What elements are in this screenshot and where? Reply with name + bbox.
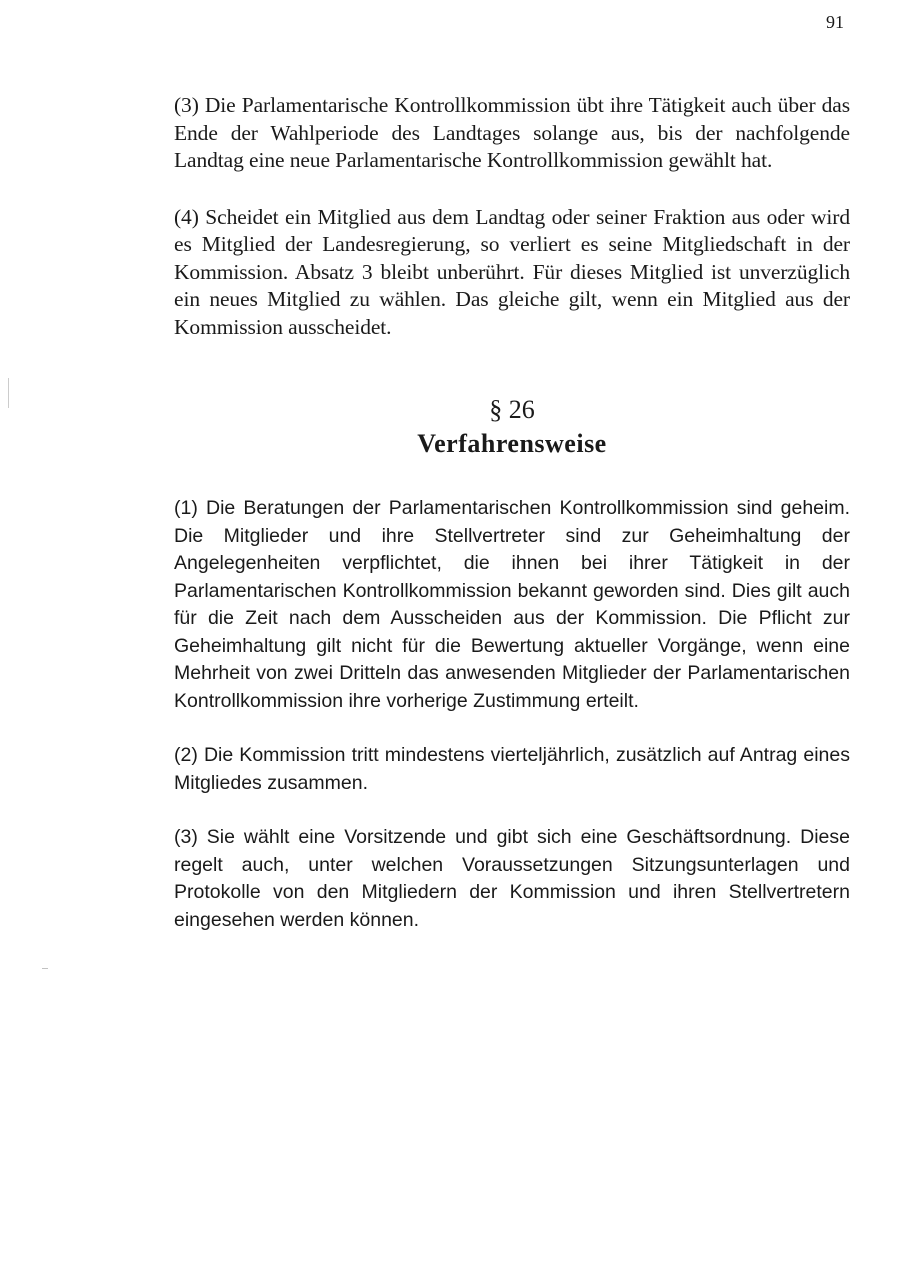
section-paragraph-1-secrecy: (1) Die Beratungen der Parlamentarischen Kontrollkommission sind geheim. Die Mitglieder und ihre Stellvertreter sind zur Geheimhaltung der Angelegenheiten verpflichtet, die ihnen bei ihrer Tätigkeit in der Parlamentarischen Kontrollkommission bekannt geworden sind. Dies gilt auch für die Zeit nach dem Ausscheiden aus der Kommission. Die Pflicht zur Geheimhaltung gilt nicht für die Bewertung aktueller Vorgänge, wenn eine Mehrheit von zwei Dritteln das anwesenden Mitglieder der Parlamentarischen Kontrollkommission ihre vorherige Zustimmung erteilt. [174, 497, 850, 712]
scan-artifact [8, 378, 9, 408]
page-number: 91 [826, 12, 844, 32]
paragraph-4-membership-loss: (4) Scheidet ein Mitglied aus dem Landtag oder seiner Fraktion aus oder wird es Mitglied der Landesregierung, so verliert es seine Mitgliedschaft in der Kommission. Absatz 3 bleibt unberührt. Für dieses Mitglied ist unverzüglich ein neues Mitglied zu wählen. Das gleiche gilt, wenn ein Mitglied aus der Kommission ausscheidet. [174, 204, 850, 339]
scan-artifact [42, 968, 48, 969]
section-paragraph-3-chair-rules: (3) Sie wählt eine Vorsitzende und gibt sich eine Geschäftsordnung. Diese regelt auch, unter welchen Voraussetzungen Sitzungsunterlagen und Protokolle von den Mitgliedern der Kommission und ihren Stellvertretern eingesehen werden können. [174, 826, 850, 931]
section-heading [174, 393, 850, 461]
section-title: Verfahrensweise [417, 429, 607, 458]
document-body [174, 92, 850, 934]
paragraph-3-continuous-activity: (3) Die Parlamentarische Kontrollkommission übt ihre Tätigkeit auch über das Ende der Wahlperiode des Landtages solange aus, bis der nachfolgende Landtag eine neue Parlamentarische Kontrollkommission gewählt hat. [174, 93, 850, 172]
section-paragraph-2-meetings: (2) Die Kommission tritt mindestens vierteljährlich, zusätzlich auf Antrag eines Mitgliedes zusammen. [174, 744, 850, 794]
section-number: § 26 [489, 395, 535, 424]
